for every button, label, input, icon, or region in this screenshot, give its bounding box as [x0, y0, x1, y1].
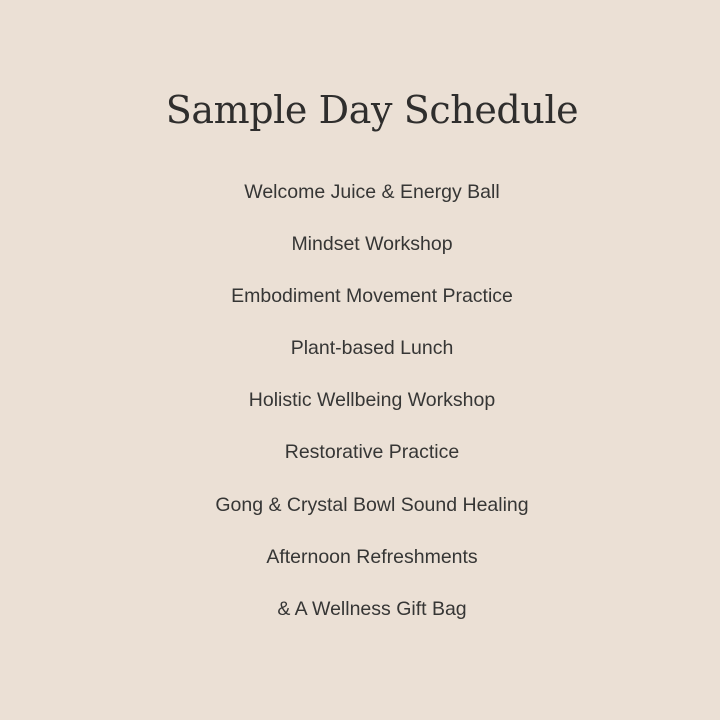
schedule-item-sound-healing: Gong & Crystal Bowl Sound Healing — [215, 493, 529, 516]
schedule-list — [0, 178, 720, 647]
schedule-item-welcome-juice: Welcome Juice & Energy Ball — [244, 181, 500, 203]
schedule-item-holistic-wellbeing: Holistic Wellbeing Workshop — [248, 389, 496, 412]
schedule-item-gift-bag: & A Wellness Gift Bag — [277, 597, 467, 620]
schedule-item-mindset-workshop: Mindset Workshop — [291, 233, 453, 256]
schedule-item-plant-based-lunch: Plant-based Lunch — [290, 337, 454, 360]
schedule-item-afternoon-refreshments: Afternoon Refreshments — [266, 545, 478, 568]
page-title: Sample Day Schedule — [165, 88, 579, 132]
schedule-item-restorative-practice: Restorative Practice — [284, 441, 460, 464]
schedule-item-embodiment-movement: Embodiment Movement Practice — [231, 285, 513, 308]
